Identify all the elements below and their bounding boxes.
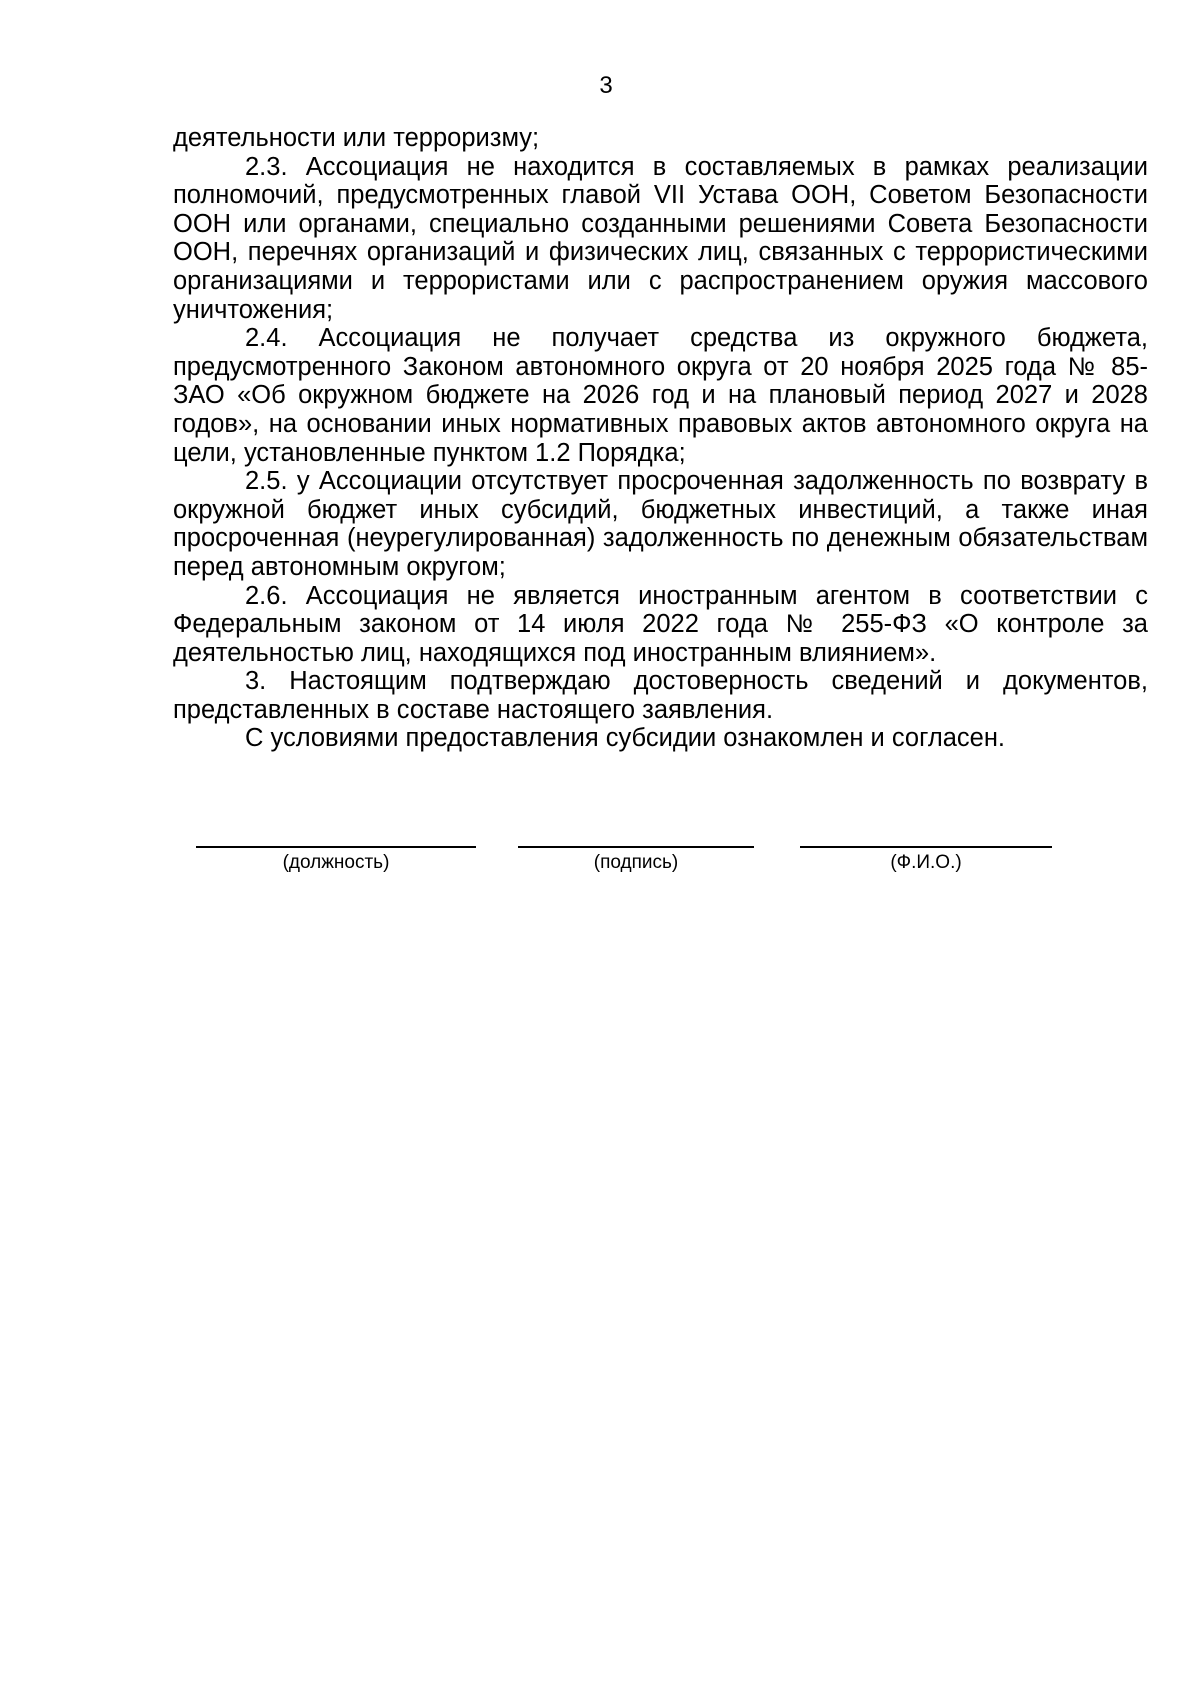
body-text: [173, 124, 1148, 753]
paragraph-2-4: 2.4. Ассоциация не получает средства из окружного бюджета, предусмотренного Законом автономного округа от 20 ноября 2025 года № 85-ЗАО «Об окружном бюджете на 2026 год и на плановый период 2027 и 2028 годов», на основании иных нормативных правовых актов автономного округа на цели, установленные пунктом 1.2 Порядка;: [173, 324, 1148, 467]
page-number: 3: [599, 72, 613, 99]
signature-caption: (подпись): [593, 852, 679, 873]
name-caption: (Ф.И.О.): [890, 852, 962, 873]
name-signature-line: [800, 846, 1052, 848]
paragraph-agreement: С условиями предоставления субсидии ознакомлен и согласен.: [245, 724, 1005, 753]
paragraph-2-6: 2.6. Ассоциация не является иностранным агентом в соответствии с Федеральным законом от 14 июля 2022 года № 255-ФЗ «О контроле за деятельностью лиц, находящихся под иностранным влиянием».: [173, 581, 1148, 667]
position-caption: (должность): [282, 852, 390, 873]
signature-line: [518, 846, 754, 848]
paragraph-2-5: 2.5. у Ассоциации отсутствует просроченная задолженность по возврату в окружной бюджет иных субсидий, бюджетных инвестиций, а также иная просроченная (неурегулированная) задолженность по денежным обязательствам перед автономным округом;: [173, 467, 1148, 581]
paragraph-3-confirmation: 3. Настоящим подтверждаю достоверность сведений и документов, представленных в составе настоящего заявления.: [173, 667, 1148, 724]
position-signature-line: [196, 846, 476, 848]
paragraph-continuation: деятельности или терроризму;: [173, 124, 540, 152]
paragraph-2-3: 2.3. Ассоциация не находится в составляемых в рамках реализации полномочий, предусмотренных главой VII Устава ООН, Советом Безопасности ООН или органами, специально созданными решениями Совета Безопасности ООН, перечнях организаций и физических лиц, связанных с террористическими организациями и террористами или с распространением оружия массового уничтожения;: [173, 152, 1148, 324]
